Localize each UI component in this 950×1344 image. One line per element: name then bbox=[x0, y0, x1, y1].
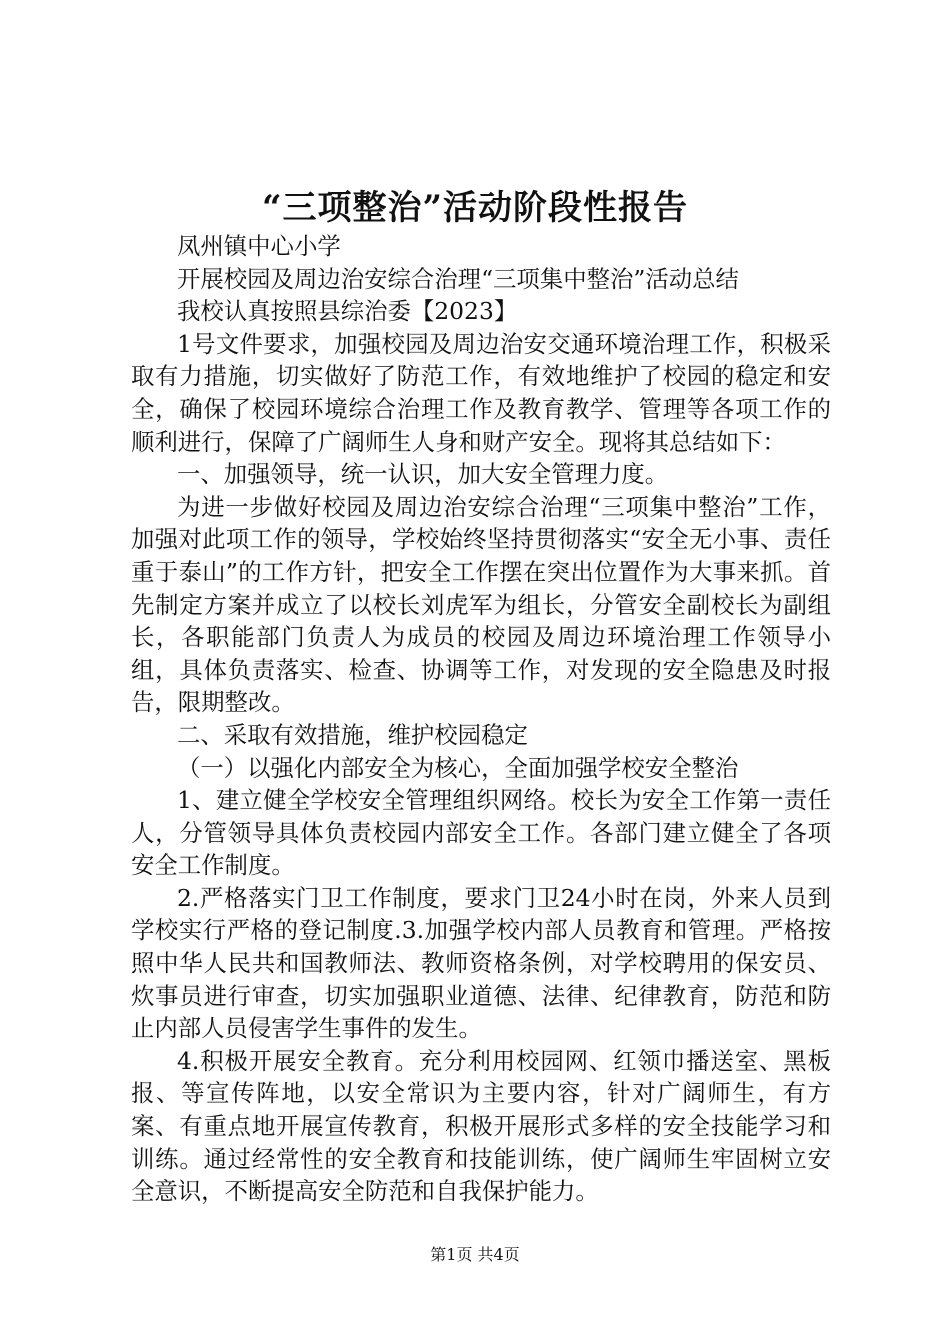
paragraph-item-4: 4.积极开展安全教育。充分利用校园网、红领巾播送室、黑板报、等宣传阵地，以安全常识为主要内容，针对广阔师生，有方案、有重点地开展宣传教育，积极开展形式多样的安全技能学习和训练。通过经常性的安全教育和技能训练，使广阔师生牢固树立安全意识，不断提高安全防范和自我保护能力。 bbox=[131, 1046, 831, 1206]
heading-section-one: 一、加强领导，统一认识，加大安全管理力度。 bbox=[177, 460, 669, 489]
page-number-footer: 第1页 共4页 bbox=[430, 1245, 520, 1264]
paragraph-leadership: 为进一步做好校园及周边治安综合治理“三项集中整治”工作，加强对此项工作的领导，学校始终坚持贯彻落实“安全无小事、责任重于泰山”的工作方针，把安全工作摆在突出位置作为大事来抓。首先制定方案并成立了以校长刘虎军为组长，分管安全副校长为副组长，各职能部门负责人为成员的校园及周边环境治理工作领导小组，具体负责落实、检查、协调等工作，对发现的安全隐患及时报告，限期整改。 bbox=[131, 492, 831, 717]
paragraph-summary: 1号文件要求，加强校园及周边治安交通环境治理工作，积极采取有力措施，切实做好了防范工作，有效地维护了校园的稳定和安全，确保了校园环境综合治理工作及教育教学、管理等各项工作的顺利进行，保障了广阔师生人身和财产安全。现将其总结如下： bbox=[131, 329, 831, 456]
paragraph-item-2-3: 2.严格落实门卫工作制度，要求门卫24小时在岗，外来人员到学校实行严格的登记制度.3.加强学校内部人员教育和管理。严格按照中华人民共和国教师法、教师资格条例，对学校聘用的保安员、炊事员进行审查，切实加强职业道德、法律、纪律教育，防范和防止内部人员侵害学生事件的发生。 bbox=[131, 883, 831, 1043]
paragraph-school-name: 凤州镇中心小学 bbox=[177, 232, 341, 260]
paragraph-subtitle: 开展校园及周边治安综合治理“三项集中整治”活动总结 bbox=[177, 264, 739, 293]
heading-subsection-one: （一）以强化内部安全为核心，全面加强学校安全整治 bbox=[177, 753, 739, 782]
paragraph-item-1: 1、建立健全学校安全管理组织网络。校长为安全工作第一责任人，分管领导具体负责校园内部安全工作。各部门建立健全了各项安全工作制度。 bbox=[131, 786, 831, 880]
page-title: “三项整治”活动阶段性报告 bbox=[261, 188, 689, 228]
heading-section-two: 二、采取有效措施，维护校园稳定 bbox=[177, 720, 528, 749]
paragraph-intro: 我校认真按照县综治委【2023】 bbox=[177, 297, 518, 326]
document-body bbox=[131, 230, 831, 1208]
